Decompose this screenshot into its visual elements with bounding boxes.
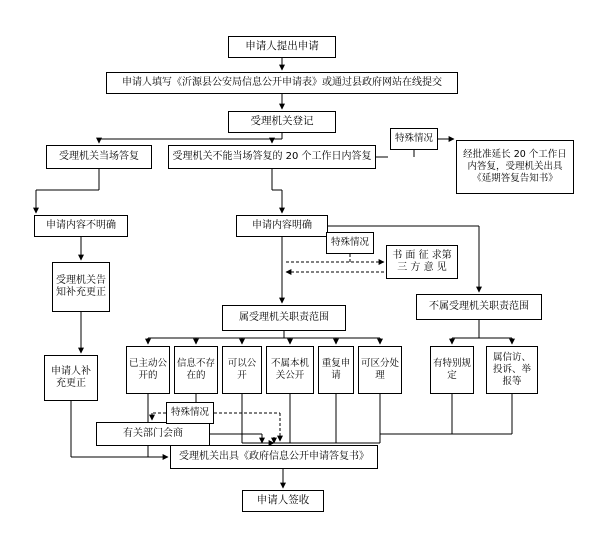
edge-label-special-case-1: 特殊情况 xyxy=(390,128,438,150)
edge-label-special-case-3: 特殊情况 xyxy=(166,402,214,424)
node-onsite-reply: 受理机关当场答复 xyxy=(46,145,152,169)
node-separable-handling: 可区分处理 xyxy=(358,346,402,394)
node-within-scope: 属受理机关职责范围 xyxy=(222,305,346,331)
node-extension-notice: 经批准延长 20 个工作日内答复，受理机关出具《延期答复告知书》 xyxy=(456,140,574,194)
node-content-clear: 申请内容明确 xyxy=(236,215,328,237)
node-outside-scope: 不属受理机关职责范围 xyxy=(416,294,542,320)
node-can-disclose: 可以公开 xyxy=(222,346,262,394)
node-already-public: 已主动公开的 xyxy=(126,346,170,394)
node-applicant-submit: 申请人提出申请 xyxy=(228,36,336,58)
node-notify-supplement: 受理机关告知补充更正 xyxy=(52,262,110,312)
node-applicant-receipt: 申请人签收 xyxy=(242,490,324,512)
node-applicant-supplement: 申请人补充更正 xyxy=(44,355,98,401)
node-not-exist: 信息不存在的 xyxy=(174,346,218,394)
node-third-party-opinion: 书 面 征 求第 三 方 意 见 xyxy=(386,245,458,279)
node-20day-reply: 受理机关不能当场答复的 20 个工作日内答复 xyxy=(168,145,376,169)
node-petition-complaint: 属信访、投诉、举报等 xyxy=(486,346,538,394)
node-not-this-agency: 不属本机关公开 xyxy=(266,346,314,394)
node-issue-reply-document: 受理机关出具《政府信息公开申请答复书》 xyxy=(170,445,378,469)
node-special-regulation: 有特别规定 xyxy=(430,346,474,394)
edge-label-special-case-2: 特殊情况 xyxy=(326,232,374,254)
node-content-unclear: 申请内容不明确 xyxy=(34,215,128,237)
node-department-consultation: 有关部门会商 xyxy=(96,422,210,446)
node-registration: 受理机关登记 xyxy=(228,111,336,133)
node-repeat-application: 重复申请 xyxy=(318,346,354,394)
node-fill-form: 申请人填写《沂源县公安局信息公开申请表》或通过县政府网站在线提交 xyxy=(106,72,458,94)
